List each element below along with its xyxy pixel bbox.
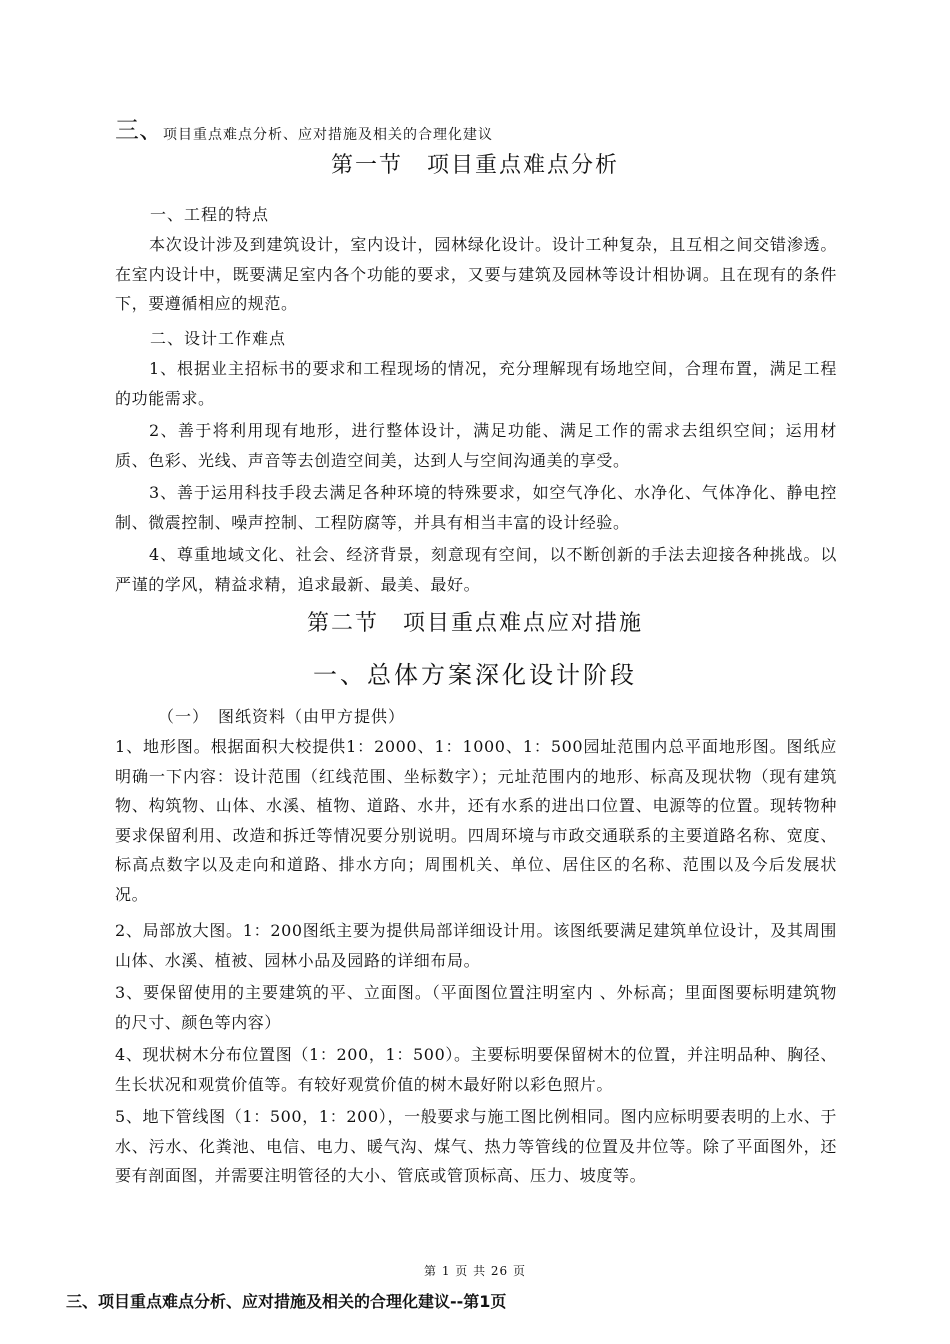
difficulty-item-2: 2、善于将利用现有地形，进行整体设计，满足功能、满足工作的需求去组织空间；运用材质、色彩、光线、声音等去创造空间美，达到人与空间沟通美的享受。 [115, 421, 837, 470]
heading-design-difficulties: 二、设计工作难点 [150, 329, 287, 348]
chapter-title: 项目重点难点分析、应对措施及相关的合理化建议 [163, 127, 493, 143]
material-item-1: 1、地形图。根据面积大校提供1：2000、1：1000、1：500园址范围内总平面地形图。图纸应明确一下内容：设计范围（红线范围、坐标数字）；元址范围内的地形、标高及现状物（现有建筑物、构筑物、山体、水溪、植物、道路、水井，还有水系的进出口位置、电源等的位置。现转物种要求保留利用、改造和拆迁等情况要分别说明。四周环境与市政交通联系的主要道路名称、宽度、标高点数字以及走向和道路、排水方向；周围机关、单位、居住区的名称、范围以及今后发展状况。 [115, 737, 837, 904]
heading-engineering-features: 一、工程的特点 [150, 205, 270, 224]
heading-drawing-materials: （一） 图纸资料（由甲方提供） [158, 707, 406, 726]
difficulty-item-4: 4、尊重地域文化、社会、经济背景，刻意现有空间，以不断创新的手法去迎接各种挑战。以严谨的学风，精益求精，追求最新、最美、最好。 [115, 545, 837, 594]
footer-caption: 三、项目重点难点分析、应对措施及相关的合理化建议--第1页 [66, 1292, 507, 1311]
section-1-title: 第一节 项目重点难点分析 [330, 153, 619, 178]
material-item-3: 3、要保留使用的主要建筑的平、立面图。（平面图位置注明室内 、外标高；里面图要标明建筑物的尺寸、颜色等内容） [115, 983, 837, 1032]
paragraph-engineering-features: 本次设计涉及到建筑设计，室内设计，园林绿化设计。设计工种复杂，且互相之间交错渗透。在室内设计中，既要满足室内各个功能的要求，又要与建筑及园林等设计相协调。且在现有的条件下，要遵循相应的规范。 [115, 235, 837, 313]
material-item-2: 2、局部放大图。1：200图纸主要为提供局部详细设计用。该图纸要满足建筑单位设计，及其周围山体、水溪、植被、园林小品及园路的详细布局。 [115, 921, 837, 970]
section-2-title: 第二节 项目重点难点应对措施 [306, 611, 643, 636]
material-item-4: 4、现状树木分布位置图（1：200，1：500）。主要标明要保留树木的位置，并注明品种、胸径、生长状况和观赏价值等。有较好观赏价值的树木最好附以彩色照片。 [115, 1045, 837, 1094]
subsection-title: 一、总体方案深化设计阶段 [313, 661, 637, 689]
difficulty-item-1: 1、根据业主招标书的要求和工程现场的情况，充分理解现有场地空间，合理布置，满足工程的功能需求。 [115, 359, 837, 408]
difficulty-item-3: 3、善于运用科技手段去满足各种环境的特殊要求，如空气净化、水净化、气体净化、静电控制、微震控制、噪声控制、工程防腐等，并具有相当丰富的设计经验。 [115, 483, 837, 532]
page-number: 第 1 页 共 26 页 [424, 1264, 526, 1278]
material-item-5: 5、地下管线图（1：500，1：200），一般要求与施工图比例相同。图内应标明要表明的上水、于水、污水、化粪池、电信、电力、暖气沟、煤气、热力等管线的位置及井位等。除了平面图外，还要有剖面图，并需要注明管径的大小、管底或管顶标高、压力、坡度等。 [115, 1107, 837, 1185]
chapter-number: 三、 [115, 116, 163, 144]
